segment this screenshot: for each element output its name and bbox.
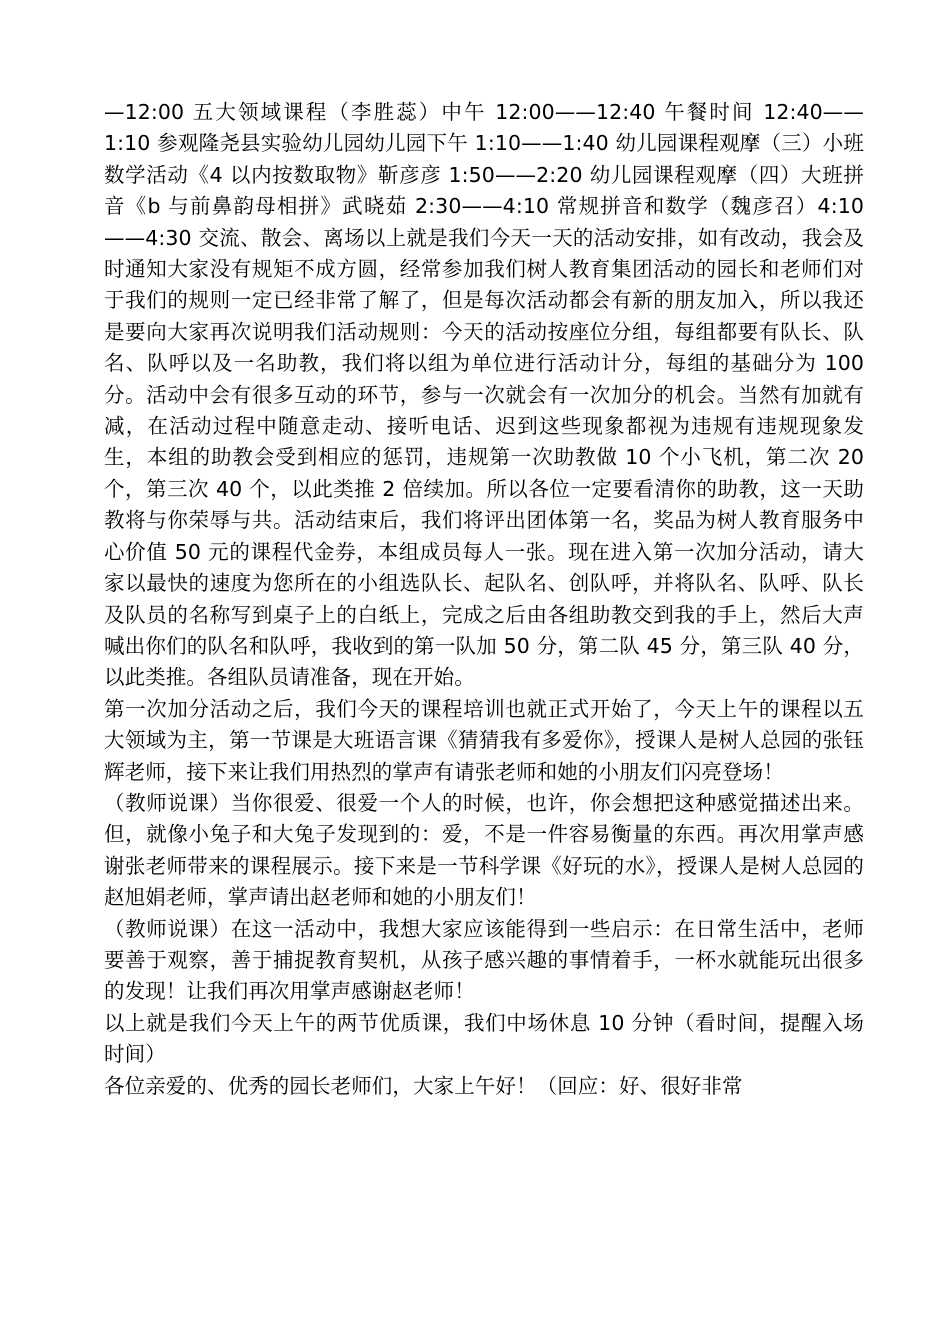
document-body: [104, 97, 864, 1102]
paragraph-teacher-talk-1: （教师说课）当你很爱、很爱一个人的时候，也许，你会想把这种感觉描述出来。但，就像小兔子和大兔子发现到的：爱，不是一件容易衡量的东西。再次用掌声感谢张老师带来的课程展示。接下来是一节科学课《好玩的水》，授课人是树人总园的赵旭娟老师，掌声请出赵老师和她的小朋友们！: [104, 790, 864, 910]
paragraph-break-notice: 以上就是我们今天上午的两节优质课，我们中场休息 10 分钟（看时间，提醒入场时间）: [104, 1010, 864, 1067]
paragraph-teacher-talk-2: （教师说课）在这一活动中，我想大家应该能得到一些启示：在日常生活中，老师要善于观察，善于捕捉教育契机，从孩子感兴趣的事情着手，一杯水就能玩出很多的发现！让我们再次用掌声感谢赵老师！: [104, 916, 864, 1004]
paragraph-first-lesson-intro: 第一次加分活动之后，我们今天的课程培训也就正式开始了，今天上午的课程以五大领域为主，第一节课是大班语言课《猜猜我有多爱你》，授课人是树人总园的张钰辉老师，接下来让我们用热烈的掌声有请张老师和她的小朋友们闪亮登场！: [104, 696, 864, 784]
paragraph-schedule-and-rules: —12:00 五大领域课程（李胜蕊）中午 12:00——12:40 午餐时间 12:40——1:10 参观隆尧县实验幼儿园幼儿园下午 1:10——1:40 幼儿园课程观摩（三）小班数学活动《4 以内按数取物》靳彦彦 1:50——2:20 幼儿园课程观摩（四）大班拼音《b 与前鼻韵母相拼》武晓茹 2:30——4:10 常规拼音和数学（魏彦召）4:10——4:30 交流、散会、离场以上就是我们今天一天的活动安排，如有改动，我会及时通知大家没有规矩不成方圆，经常参加我们树人教育集团活动的园长和老师们对于我们的规则一定已经非常了解了，但是每次活动都会有新的朋友加入，所以我还是要向大家再次说明我们活动规则：今天的活动按座位分组，每组都要有队长、队名、队呼以及一名助教，我们将以组为单位进行活动计分，每组的基础分为 100 分。活动中会有很多互动的环节，参与一次就会有一次加分的机会。当然有加就有减，在活动过程中随意走动、接听电话、迟到这些现象都视为违规有违规现象发生，本组的助教会受到相应的惩罚，违规第一次助教做 10 个小飞机，第二次 20 个，第三次 40 个，以此类推 2 倍续加。所以各位一定要看清你的助教，这一天助教将与你荣辱与共。活动结束后，我们将评出团体第一名，奖品为树人教育服务中心价值 50 元的课程代金券，本组成员每人一张。现在进入第一次加分活动，请大家以最快的速度为您所在的小组选队长、起队名、创队呼，并将队名、队呼、队长及队员的名称写到桌子上的白纸上，完成之后由各组助教交到我的手上，然后大声喊出你们的队名和队呼，我收到的第一队加 50 分，第二队 45 分，第三队 40 分，以此类推。各组队员请准备，现在开始。: [104, 100, 864, 690]
paragraph-greeting: 各位亲爱的、优秀的园长老师们，大家上午好！（回应：好、很好非常: [104, 1073, 743, 1098]
